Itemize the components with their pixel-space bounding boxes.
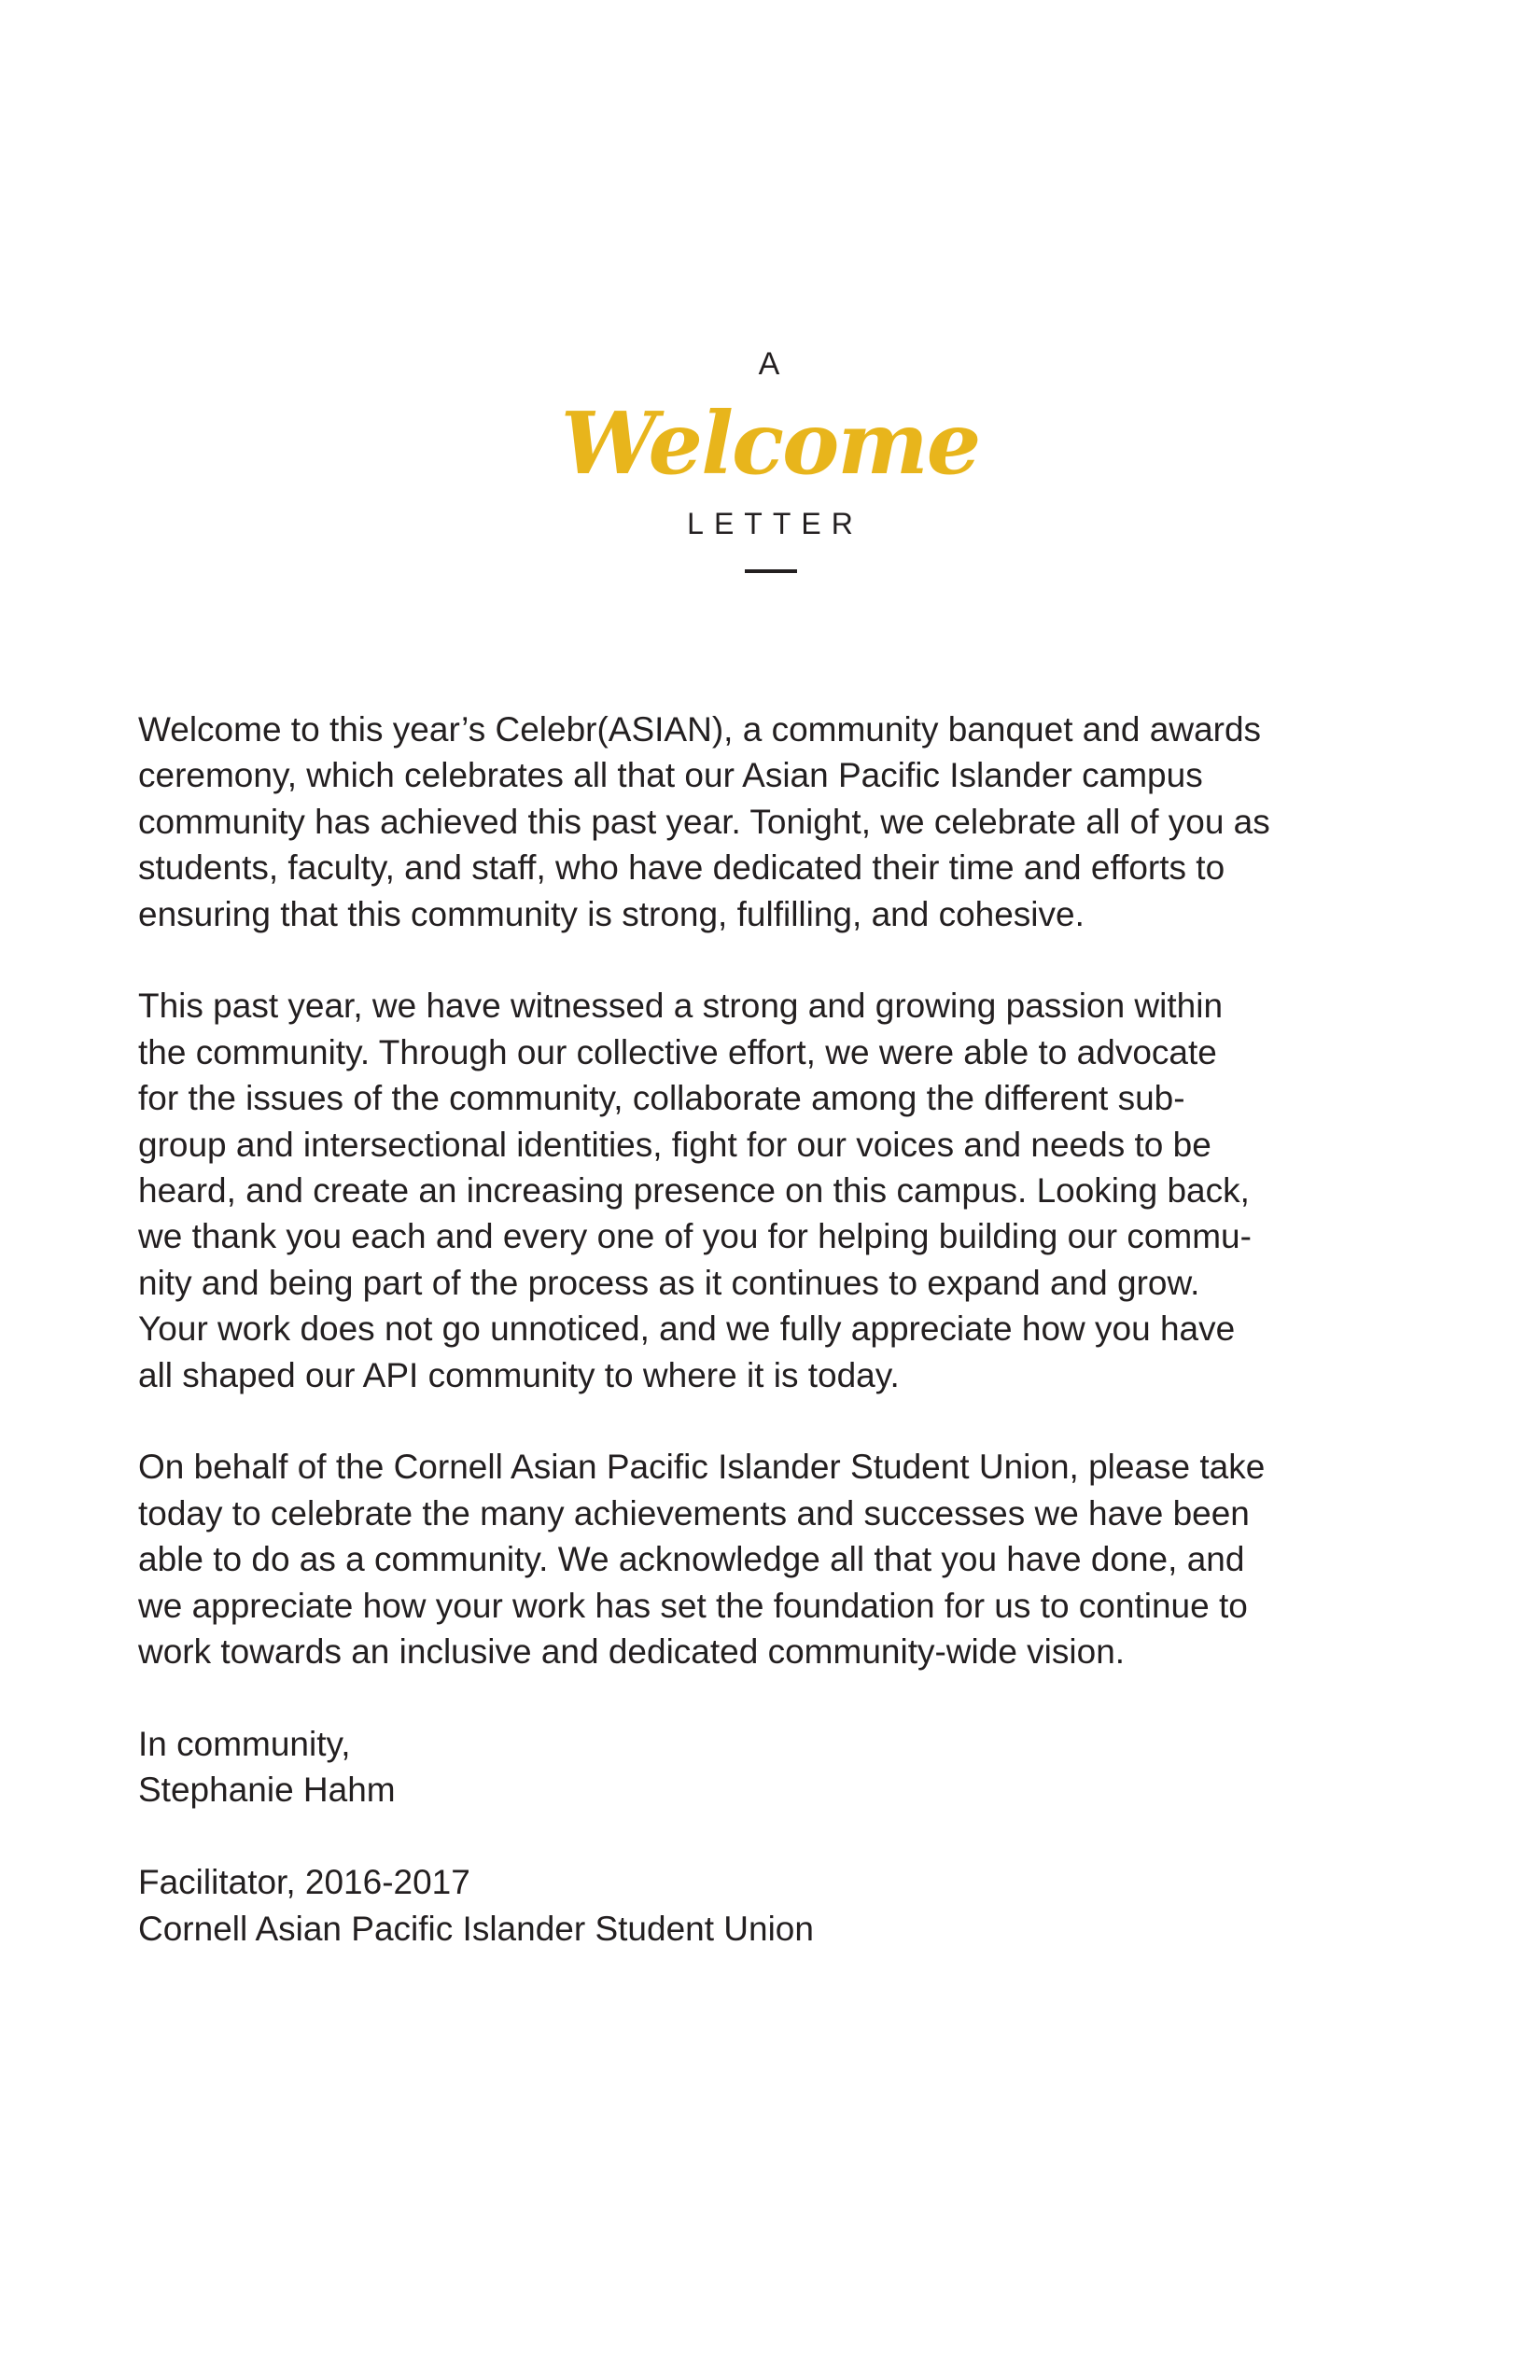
text-line: Your work does not go unnoticed, and we fully appreciate how you have	[138, 1309, 1236, 1349]
header-article: A	[758, 346, 782, 382]
signer-title: Facilitator, 2016-2017	[138, 1863, 470, 1902]
signer-organization: Cornell Asian Pacific Islander Student Union	[138, 1909, 814, 1948]
signature-block	[138, 1721, 1407, 1813]
header-divider	[745, 569, 797, 573]
text-line: the community. Through our collective effort, we were able to advocate	[138, 1032, 1217, 1071]
paragraph-past-year	[138, 983, 1407, 1398]
text-line: Welcome to this year’s Celebr(ASIAN), a community banquet and awards	[138, 710, 1262, 749]
header-letter-word: LETTER	[687, 507, 863, 540]
text-line: all shaped our API community to where it is today.	[138, 1355, 900, 1394]
text-line: students, faculty, and staff, who have dedicated their time and efforts to	[138, 848, 1225, 888]
text-line: today to celebrate the many achievements and successes we have been	[138, 1493, 1250, 1533]
signer-affiliation	[138, 1859, 1407, 1952]
text-line: heard, and create an increasing presence on this campus. Looking back,	[138, 1171, 1250, 1211]
closing-salutation: In community,	[138, 1724, 351, 1763]
text-line: work towards an inclusive and dedicated community-wide vision.	[138, 1632, 1126, 1672]
text-line: we appreciate how your work has set the foundation for us to continue to	[138, 1586, 1248, 1625]
text-line: community has achieved this past year. Tonight, we celebrate all of you as	[138, 802, 1270, 841]
signer-name: Stephanie Hahm	[138, 1771, 396, 1810]
letter-header	[0, 0, 1540, 597]
text-line: On behalf of the Cornell Asian Pacific Islander Student Union, please take	[138, 1448, 1266, 1487]
text-line: ceremony, which celebrates all that our Asian Pacific Islander campus	[138, 756, 1203, 795]
text-line: for the issues of the community, collaborate among the different sub-	[138, 1079, 1185, 1118]
text-line: ensuring that this community is strong, fulfilling, and cohesive.	[138, 894, 1085, 933]
paragraph-behalf	[138, 1444, 1407, 1674]
text-line: we thank you each and every one of you for helping building our commu-	[138, 1217, 1252, 1256]
paragraph-welcome	[138, 707, 1407, 937]
text-line: group and intersectional identities, fight for our voices and needs to be	[138, 1125, 1211, 1164]
text-line: This past year, we have witnessed a strong and growing passion within	[138, 987, 1224, 1026]
letter-body	[138, 707, 1407, 1997]
text-line: nity and being part of the process as it continues to expand and grow.	[138, 1263, 1200, 1302]
text-line: able to do as a community. We acknowledge all that you have done, and	[138, 1540, 1245, 1579]
header-welcome-script: Welcome	[560, 393, 980, 494]
